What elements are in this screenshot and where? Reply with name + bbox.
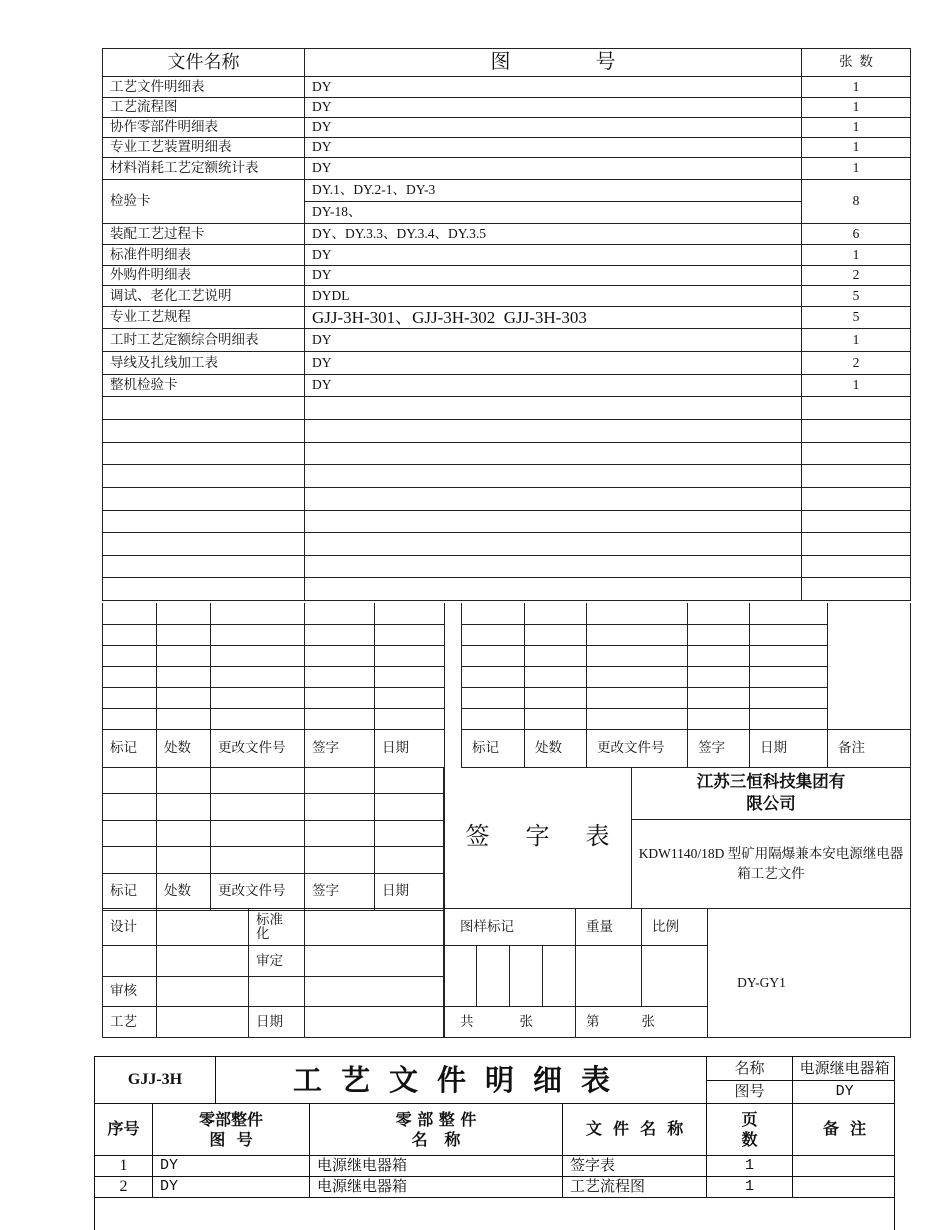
detail-title-row [95,1057,896,1081]
revision-header-row [103,729,445,767]
col-file-name: 文 件 名 称 [563,1104,707,1156]
table-row [103,118,911,138]
drawing-label: 图号 [707,1081,793,1104]
row-remark [793,1177,895,1198]
row-pages: 1 [707,1177,793,1198]
doc-sheets: 2 [802,266,911,286]
total-label: 共 [460,1013,474,1029]
col-pages-line2: 数 [741,1129,758,1149]
doc-code: DY [305,375,802,397]
table-row [103,180,911,202]
detail-title: 工艺文件明细表 [216,1057,707,1104]
scale-label: 比例 [642,909,708,946]
doc-sheets: 8 [802,180,911,224]
date-label: 日期 [375,873,445,910]
sign-label: 签字 [305,873,375,910]
doc-sheets: 1 [802,138,911,158]
doc-sheets: 1 [802,77,911,98]
drawing-value: DY [793,1081,895,1104]
design-sign-cell [157,909,249,946]
empty-row [103,556,911,578]
col-part-name-line1: 零 部 整 件 [395,1110,477,1130]
doc-sheets: 1 [802,245,911,266]
doc-code: DY [305,138,802,158]
revision-row [103,687,445,708]
date-label: 日期 [249,1007,305,1038]
revision-row [103,666,445,687]
revision-header-row [103,873,445,910]
empty-row [103,397,911,420]
remark-label: 备注 [828,729,911,767]
row-part-name: 电源继电器箱 [310,1156,563,1177]
doc-name: 工时工艺定额综合明细表 [103,329,305,352]
row-seq: 1 [95,1156,153,1177]
doc-name: 专业工艺装置明细表 [103,138,305,158]
doc-name: 导线及扎线加工表 [103,352,305,375]
table-row [103,138,911,158]
count-label: 处数 [157,729,211,767]
approval-table [102,908,445,1038]
doc-name: 整机检验卡 [103,375,305,397]
doc-name: 材料消耗工艺定额统计表 [103,158,305,180]
doc-sheets: 1 [802,118,911,138]
doc-sheets: 1 [802,329,911,352]
table-row [103,224,911,245]
table-row [103,286,911,307]
row-part-no: DY [153,1177,310,1198]
count-label: 处数 [157,873,211,910]
row-file-name: 工艺流程图 [563,1177,707,1198]
empty-row [103,533,911,556]
table-row [103,352,911,375]
header-file-name: 文件名称 [103,49,305,77]
doc-code-cell: DY-GY1 [708,909,911,1038]
table-row [95,1156,896,1177]
signature-block [443,767,911,909]
table-row [103,245,911,266]
header-sheets: 张 数 [802,49,911,77]
process-label: 工艺 [103,1007,157,1038]
row-pages: 1 [707,1156,793,1177]
company-row [444,767,911,819]
table-row [103,266,911,286]
empty-row [103,578,911,601]
doc-code: DY、DY.3.3、DY.3.4、DY.3.5 [305,224,802,245]
revision-table-left [102,603,445,911]
col-seq: 序号 [95,1104,153,1156]
sign-label: 签字 [688,729,750,767]
col-part-no [153,1104,310,1156]
page-number [576,1007,708,1038]
revision-header-row [462,729,911,767]
revision-row [103,603,445,624]
doc-sheets: 1 [802,375,911,397]
remark-cell [828,603,911,729]
row-file-name: 签字表 [563,1156,707,1177]
change-doc-label: 更改文件号 [211,873,305,910]
empty-row [103,420,911,443]
table-row [95,1177,896,1198]
row-seq: 2 [95,1177,153,1198]
doc-sheets: 1 [802,98,911,118]
table-row [103,77,911,98]
product-title: KDW1140/18D 型矿用隔爆兼本安电源继电器箱工艺文件 [632,819,911,908]
empty-row [103,465,911,488]
design-label: 设计 [103,909,157,946]
table-row [103,307,911,329]
weight-label: 重量 [576,909,642,946]
row-part-name: 电源继电器箱 [310,1177,563,1198]
sample-mark-row [444,909,911,946]
sign-table-title: 签 字 表 [444,767,632,908]
doc-name: 工艺文件明细表 [103,77,305,98]
revision-row [103,767,445,793]
revision-table-right [461,603,911,768]
detail-header-row [95,1104,896,1156]
revision-row [103,793,445,820]
doc-code: DY [305,352,802,375]
doc-name: 检验卡 [103,180,305,224]
doc-name: 工艺流程图 [103,98,305,118]
row-remark [793,1156,895,1177]
doc-code: DY [305,245,802,266]
col-pages-line1: 页 [741,1110,758,1130]
col-part-no-line2: 图 号 [209,1129,253,1149]
date-label: 日期 [750,729,828,767]
doc-code: DY.1、DY.2-1、DY-3 [305,180,802,202]
doc-code-continued: DY-18、 [305,202,802,224]
empty-row [103,511,911,533]
doc-sheets: 1 [802,158,911,180]
doc-sheets: 5 [802,307,911,329]
revision-row [103,846,445,873]
doc-name: 标准件明细表 [103,245,305,266]
table-row [103,375,911,397]
company-name: 江苏三恒科技集团有限公司 [632,767,911,819]
standard-code: GJJ-3H [95,1057,216,1104]
doc-code: DY [305,158,802,180]
doc-name: 协作零部件明细表 [103,118,305,138]
count-label: 处数 [525,729,587,767]
review-label: 审定 [249,946,305,977]
doc-sheets: 5 [802,286,911,307]
approval-row [103,1007,445,1038]
page-label: 第 [586,1013,600,1029]
name-value: 电源继电器箱 [793,1057,895,1081]
doc-code: DY [305,266,802,286]
detail-table [94,1056,895,1198]
doc-name: 外购件明细表 [103,266,305,286]
sheet-unit: 张 [641,1013,655,1029]
revision-row [103,645,445,666]
doc-code: DY [305,98,802,118]
col-pages [707,1104,793,1156]
col-part-name [310,1104,563,1156]
sample-mark-table [443,908,911,1038]
col-part-name-line2: 名 称 [411,1129,461,1149]
col-part-no-line1: 零部整件 [198,1110,263,1130]
table-row [103,98,911,118]
doc-sheets: 2 [802,352,911,375]
doc-name: 调试、老化工艺说明 [103,286,305,307]
name-label: 名称 [707,1057,793,1081]
approval-row [103,977,445,1007]
doc-code: GJJ-3H-301、GJJ-3H-302 GJJ-3H-303 [305,307,802,329]
doc-code: DY [305,118,802,138]
table-row [103,158,911,180]
revision-row [103,708,445,729]
doc-name: 专业工艺规程 [103,307,305,329]
empty-row [103,443,911,465]
row-part-no: DY [153,1156,310,1177]
doc-code: DYDL [305,286,802,307]
empty-row [103,488,911,511]
approval-row [103,946,445,977]
mark-label: 标记 [103,873,157,910]
doc-code: DY [305,329,802,352]
header-drawing-no: 图 号 [305,49,802,77]
standardize-label: 标准化 [249,909,305,946]
table-header-row [103,49,911,77]
revision-row [462,603,911,624]
doc-name: 装配工艺过程卡 [103,224,305,245]
change-doc-label: 更改文件号 [587,729,688,767]
sheet-unit: 张 [519,1013,533,1029]
revision-row [103,820,445,846]
col-remark: 备 注 [793,1104,895,1156]
revision-row [103,624,445,645]
audit-label: 审核 [103,977,157,1007]
doc-sheets: 6 [802,224,911,245]
sample-mark-label: 图样标记 [444,909,576,946]
table-row [103,329,911,352]
change-doc-label: 更改文件号 [211,729,305,767]
detail-sheet [94,1056,895,1230]
file-list-table [102,48,911,601]
mark-label: 标记 [103,729,157,767]
date-label: 日期 [375,729,445,767]
approval-row [103,909,445,946]
mark-label: 标记 [462,729,525,767]
total-sheets [444,1007,576,1038]
doc-code: DY [305,77,802,98]
sign-label: 签字 [305,729,375,767]
